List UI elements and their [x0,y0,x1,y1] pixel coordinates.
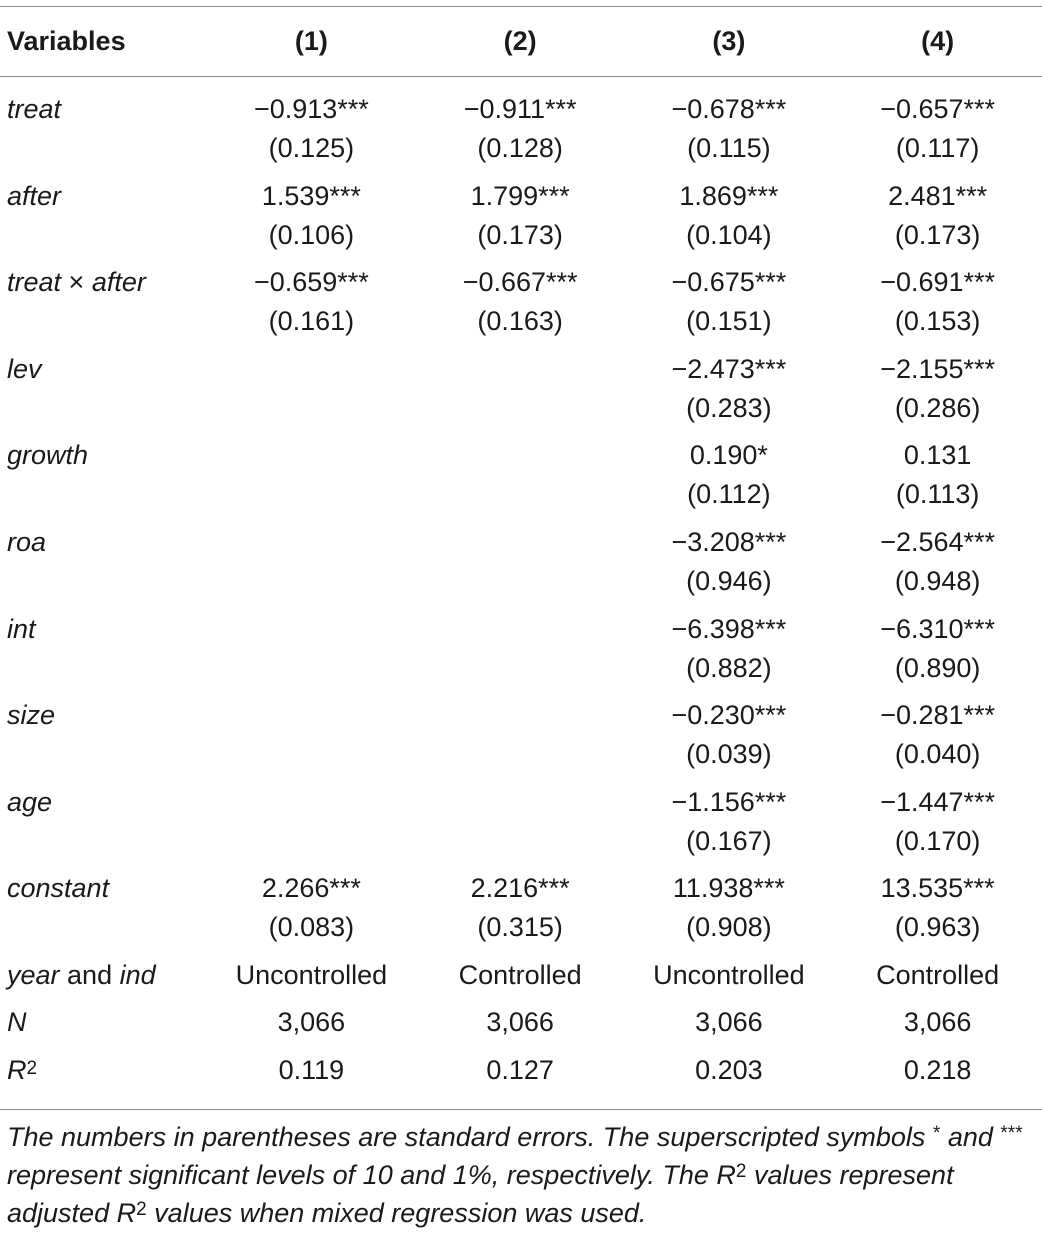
standard-error: (0.117) [895,133,980,163]
standard-error: (0.315) [477,912,563,943]
table-row [0,177,1042,264]
row-variable: age [7,786,53,817]
standard-error: (0.890) [894,652,981,683]
coefficient: −6.398*** [671,613,787,644]
row-variable: lev [7,353,42,384]
coefficient: 2.266*** [261,873,361,904]
standard-error: (0.946) [686,565,772,596]
r-squared-row [0,1051,1042,1099]
standard-error: (0.286) [894,392,981,423]
cell-model-3 [625,610,834,697]
standard-error: (0.104) [686,219,772,250]
cell-model-3 [625,263,834,350]
table-row [0,610,1042,697]
cell-model-2 [416,696,625,783]
cell-model-2 [416,869,625,956]
header-col-3: (3) [712,25,746,56]
cell-model-3 [625,783,834,870]
r-squared-value: 0.127 [486,1054,554,1085]
cell-model-4 [833,610,1042,697]
control-status: Controlled [876,959,1000,990]
note-text-3: represent significant levels of 10 and 1%, respectively. The [7,1160,717,1190]
cell-model-2 [416,436,625,523]
standard-error: (0.128) [477,133,563,163]
table-row [0,696,1042,783]
coefficient: −3.208*** [671,526,787,557]
standard-error: (0.963) [894,912,981,943]
coefficient: 1.799*** [470,180,570,211]
coefficient: −2.473*** [671,353,787,384]
coefficient: −6.310*** [880,613,996,644]
standard-error: (0.948) [894,565,981,596]
coefficient: −1.447*** [880,786,996,817]
coefficient: 0.190* [689,440,768,471]
coefficient: 11.938*** [672,873,785,904]
cell-model-4 [833,869,1042,956]
standard-error: (0.882) [686,652,772,683]
cell-model-3 [625,436,834,523]
control-status: Uncontrolled [653,959,805,990]
header-col-1: (1) [294,25,328,56]
note-text-4: values represent adjusted [7,1160,954,1228]
row-variable: size [7,700,56,731]
standard-error: (0.125) [268,133,355,163]
observation-count: 3,066 [486,1006,554,1037]
standard-error: (0.040) [894,739,981,770]
row-variable: treat [7,94,62,124]
cell-model-1 [207,783,416,870]
cell-model-1 [207,523,416,610]
coefficient: −0.691*** [880,267,996,298]
standard-error: (0.173) [477,219,563,250]
note-text-2: and [940,1122,1001,1152]
cell-model-3 [625,696,834,783]
row-variable: N [7,1006,27,1037]
r-squared-value: 0.203 [695,1054,763,1085]
cell-model-4 [833,76,1042,177]
cell-model-1 [207,869,416,956]
coefficient: 1.869*** [679,180,779,211]
coefficient: −0.659*** [253,267,369,298]
row-variable-a: treat [7,267,62,298]
cell-model-4 [833,350,1042,437]
row-variable: constant [7,873,110,904]
cell-model-3 [625,869,834,956]
observation-count: 3,066 [277,1006,346,1037]
cell-model-2 [416,783,625,870]
standard-error: (0.908) [686,912,772,943]
bottom-rule [0,1109,1042,1110]
header-col-4: (4) [921,25,955,56]
header-row [0,6,1042,76]
note-r-b: R [116,1198,137,1228]
table-row [0,263,1042,350]
cell-model-4 [833,177,1042,264]
coefficient: −0.913*** [253,94,369,124]
standard-error: (0.039) [686,739,772,770]
standard-error: (0.083) [268,912,355,943]
control-status: Uncontrolled [235,959,388,990]
row-variable-b: after [91,267,146,298]
row-variable-b: ind [119,959,156,990]
table-row [0,869,1042,956]
cell-model-3 [625,350,834,437]
standard-error: (0.153) [894,306,981,337]
cell-model-1 [207,76,416,177]
row-variable: roa [7,526,47,557]
coefficient: −0.675*** [671,267,787,298]
note-symbol-triple: *** [1000,1123,1023,1144]
coefficient: 2.216*** [470,873,570,904]
cell-model-1 [207,696,416,783]
cell-model-1 [207,263,416,350]
table-row [0,783,1042,870]
table-row [0,436,1042,523]
controls-row [0,956,1042,1003]
cell-model-2 [416,177,625,264]
r-symbol: R [7,1054,27,1085]
header-col-2: (2) [503,25,537,56]
r-squared-value: 0.119 [278,1054,345,1085]
coefficient: 0.131 [903,440,972,471]
row-variable-and: and [59,959,120,990]
coefficient: −2.564*** [880,526,996,557]
observation-count: 3,066 [695,1006,763,1037]
coefficient: 1.539*** [261,180,361,211]
coefficient: 2.481*** [888,180,988,211]
coefficient: −0.281*** [880,700,996,731]
coefficient: −0.657*** [880,94,996,124]
row-variable: after [7,180,62,211]
cell-model-1 [207,610,416,697]
coefficient: −0.667*** [462,267,578,298]
cell-model-3 [625,523,834,610]
cell-model-2 [416,263,625,350]
coefficient: −0.230*** [671,700,787,731]
coefficient: −0.911*** [463,94,577,124]
control-status: Controlled [458,959,582,990]
table-row [0,523,1042,610]
cell-model-4 [833,436,1042,523]
standard-error: (0.113) [895,479,980,510]
cell-model-2 [416,350,625,437]
note-symbol-single: * [932,1123,941,1144]
row-variable-op: × [61,267,92,298]
row-variable [0,956,207,1003]
cell-model-4 [833,263,1042,350]
cell-model-1 [207,177,416,264]
regression-table [0,6,1042,1099]
table-footnote [7,1118,1037,1232]
standard-error: (0.115) [687,133,771,163]
table-row [0,350,1042,437]
observation-count: 3,066 [903,1006,972,1037]
note-r: R [716,1160,736,1190]
note-r-sup-b: 2 [136,1199,147,1220]
standard-error: (0.161) [268,306,355,337]
standard-error: (0.170) [894,825,981,856]
cell-model-4 [833,523,1042,610]
row-variable: growth [7,440,89,471]
coefficient: 13.535*** [880,873,995,904]
cell-model-4 [833,696,1042,783]
standard-error: (0.167) [686,825,772,856]
note-text-1: The numbers in parentheses are standard errors. The superscripted symbols [7,1122,933,1152]
observations-row [0,1003,1042,1051]
cell-model-2 [416,76,625,177]
coefficient: −2.155*** [880,353,996,384]
cell-model-3 [625,76,834,177]
cell-model-1 [207,350,416,437]
note-text-5: values when mixed regression was used. [146,1198,647,1228]
row-variable [0,263,207,350]
r-superscript: 2 [26,1057,38,1079]
row-variable-a: year [7,959,60,990]
standard-error: (0.112) [687,479,771,510]
standard-error: (0.173) [894,219,981,250]
r-squared-value: 0.218 [903,1054,972,1085]
cell-model-2 [416,610,625,697]
row-variable: int [7,613,36,644]
cell-model-4 [833,783,1042,870]
header-variables: Variables [7,25,126,56]
cell-model-1 [207,436,416,523]
cell-model-2 [416,523,625,610]
standard-error: (0.163) [477,306,563,337]
standard-error: (0.106) [268,219,355,250]
coefficient: −1.156*** [671,786,787,817]
row-variable [0,1051,207,1099]
table-row [0,76,1042,177]
cell-model-3 [625,177,834,264]
note-r-sup: 2 [735,1161,747,1182]
coefficient: −0.678*** [671,94,787,124]
standard-error: (0.283) [686,392,772,423]
standard-error: (0.151) [686,306,772,337]
